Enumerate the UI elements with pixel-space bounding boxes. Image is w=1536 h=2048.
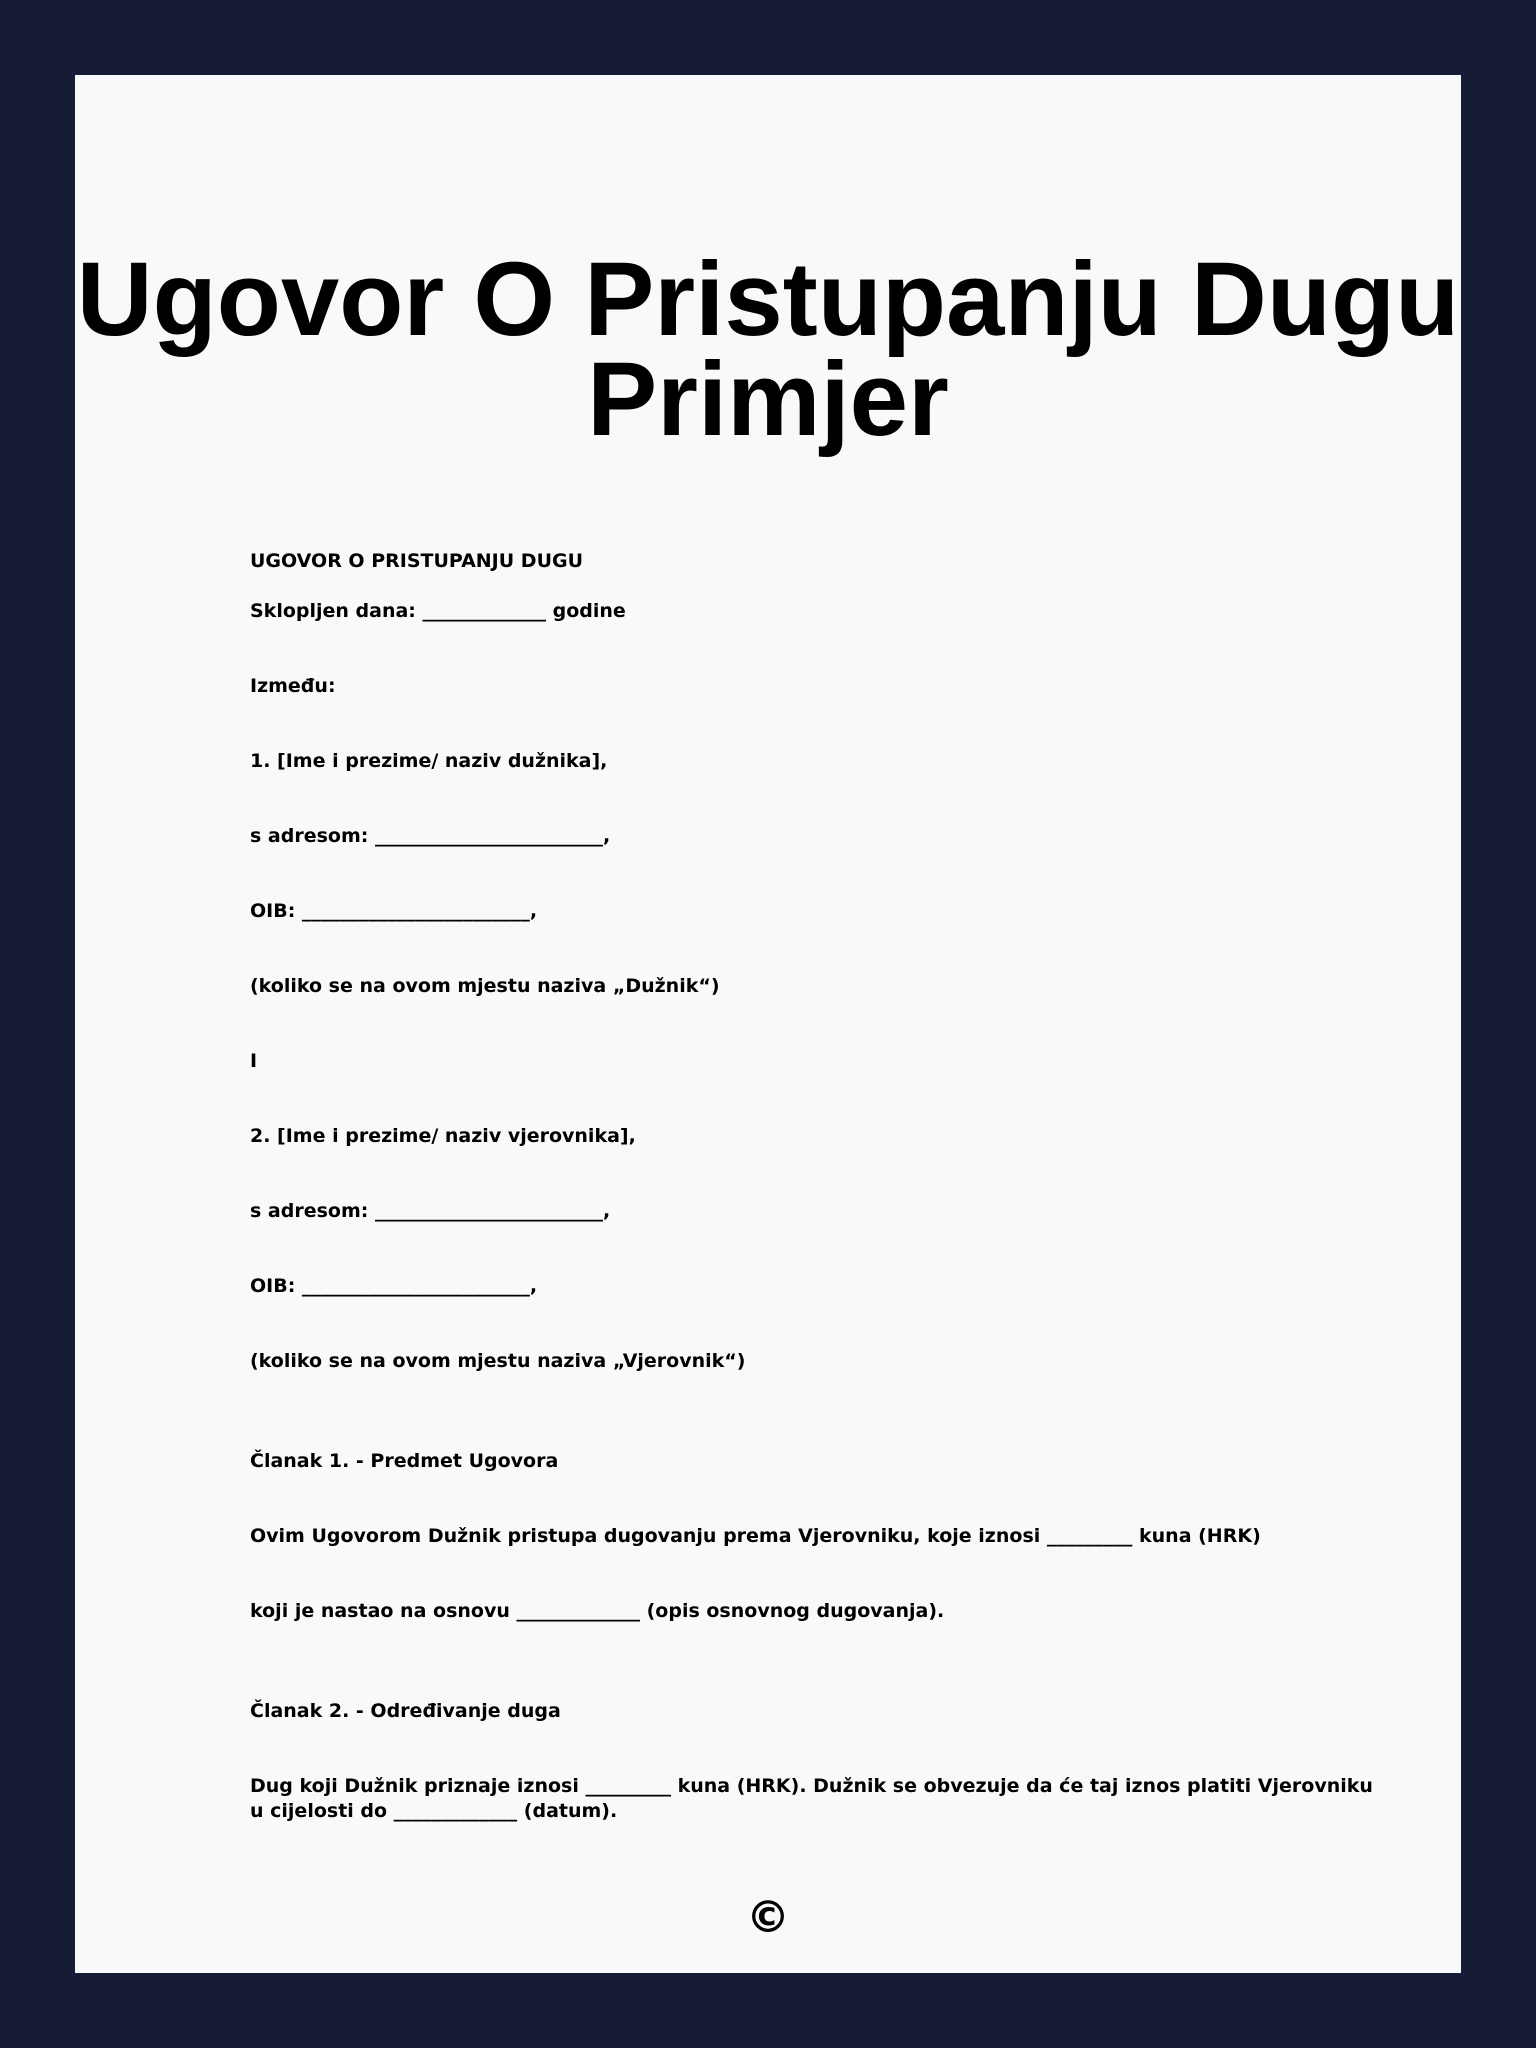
and-conjunction: I — [250, 1050, 258, 1072]
document-title: Ugovor O Pristupanju Dugu Primjer — [76, 241, 1460, 458]
creditor-alias-line: (koliko se na ovom mjestu naziva „Vjerovnik“) — [250, 1350, 746, 1372]
creditor-oib-line: OIB: ________________________, — [250, 1275, 538, 1297]
document-page — [75, 75, 1461, 1973]
debtor-oib-line: OIB: ________________________, — [250, 900, 538, 922]
article-2-heading: Članak 2. - Određivanje duga — [250, 1700, 561, 1722]
between-label: Između: — [250, 675, 336, 697]
debtor-alias-line: (koliko se na ovom mjestu naziva „Dužnik“) — [250, 975, 720, 997]
article-1-text-2: koji je nastao na osnovu _____________ (opis osnovnog dugovanja). — [250, 1600, 945, 1622]
article-1-heading: Članak 1. - Predmet Ugovora — [250, 1450, 559, 1472]
article-1-text-1: Ovim Ugovorom Dužnik pristupa dugovanju prema Vjerovniku, koje iznosi _________ kuna (HRK) — [250, 1525, 1261, 1547]
article-2-text: Dug koji Dužnik priznaje iznosi _________ kuna (HRK). Dužnik se obvezuje da će taj iznos platiti Vjerovniku u cijelosti do _____________ (datum). — [250, 1775, 1373, 1822]
creditor-name-line: 2. [Ime i prezime/ naziv vjerovnika], — [250, 1125, 636, 1147]
debtor-name-line: 1. [Ime i prezime/ naziv dužnika], — [250, 750, 608, 772]
creditor-address-line: s adresom: ________________________, — [250, 1200, 611, 1222]
debtor-address-line: s adresom: ________________________, — [250, 825, 611, 847]
copyright-icon: © — [746, 1892, 790, 1943]
concluded-date-line: Sklopljen dana: _____________ godine — [250, 600, 626, 622]
contract-heading: UGOVOR O PRISTUPANJU DUGU — [250, 550, 584, 572]
